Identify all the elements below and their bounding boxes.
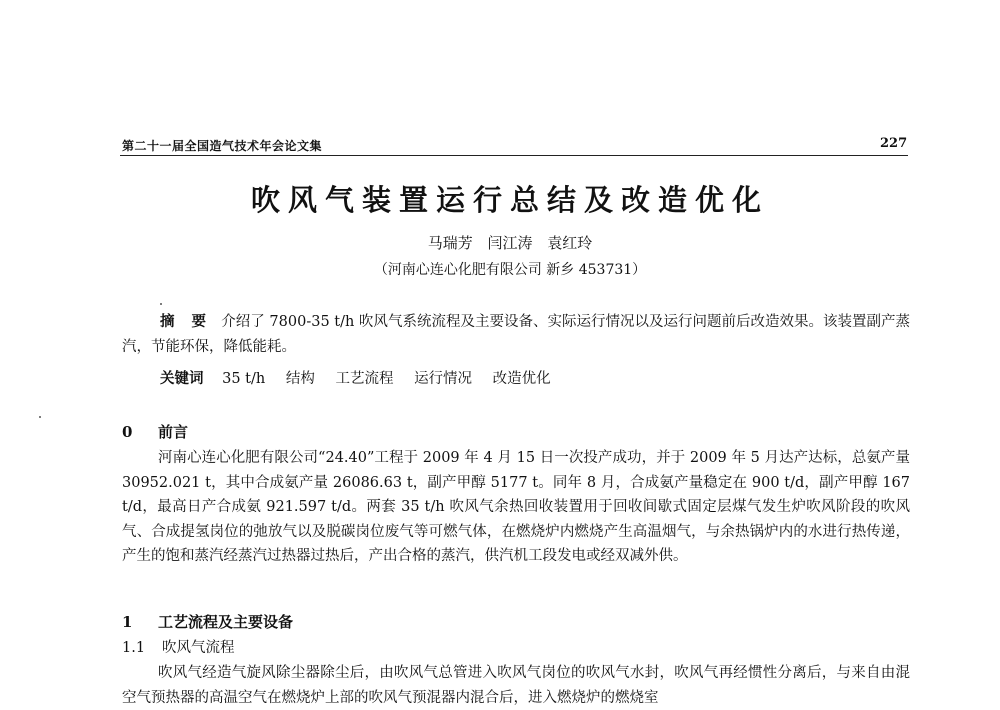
keywords-label: 关键词 (160, 370, 204, 387)
authors: 马瑞芳 闫江涛 袁红玲 (427, 234, 593, 252)
keyword-item: 工艺流程 (335, 371, 394, 387)
section-number: 1 (122, 613, 133, 631)
abstract-label: 摘 要 (160, 313, 213, 330)
section-heading-1 (122, 611, 293, 632)
section-0-body: 河南心连心化肥有限公司“24.40”工程于 2009 年 4 月 15 日一次投产成功，并于 2009 年 5 月达产达标，总氨产量 30952.021 t，其中合成氨产量 26086.63 t，副产甲醇 5177 t。同年 8 月，合成氨产量稳定在 900 t/d，副产甲醇 167 t/d，最高日产合成氨 921.597 t/d。两套 35 t/h 吹风气余热回收装置用于回收间歇式固定层煤气发生炉吹风阶段的吹风气、合成提氢岗位的弛放气以及脱碳岗位废气等可燃气体，在燃烧炉内燃烧产生高温烟气，与余热锅炉内的水进行热传递，产生的饱和蒸汽经蒸汽过热器过热后，产出合格的蒸汽，供汽机工段发电或经双减外供。 (122, 450, 910, 564)
subsection-title: 吹风气流程 (162, 640, 235, 656)
subsection-number: 1.1 (122, 640, 146, 656)
scan-speck (39, 416, 41, 418)
journal-header: 第二十一届全国造气技术年会论文集 (122, 139, 323, 153)
section-title: 前言 (158, 423, 189, 441)
keyword-item: 结构 (285, 371, 315, 387)
keyword-item: 35 t/h (222, 371, 266, 387)
affiliation: （河南心连心化肥有限公司 新乡 453731） (373, 262, 647, 278)
keyword-item: 改造优化 (492, 371, 551, 387)
section-heading-0 (122, 421, 188, 442)
keywords (160, 367, 567, 388)
header-rule (120, 155, 908, 156)
section-number: 0 (122, 423, 133, 441)
section-1-1-body: 吹风气经造气旋风除尘器除尘后，由吹风气总管进入吹风气岗位的吹风气水封，吹风气再经惯性分离后，与来自由混空气预热器的高温空气在燃烧炉上部的吹风气预混器内混合后，进入燃烧炉的燃烧室 (122, 665, 910, 706)
abstract (122, 310, 910, 359)
paper-title: 吹风气装置运行总结及改造优化 (250, 183, 769, 217)
page-number: 227 (880, 136, 908, 151)
abstract-text: 介绍了 7800-35 t/h 吹风气系统流程及主要设备、实际运行情况以及运行问题前后改造效果。该装置副产蒸汽，节能环保，降低能耗。 (122, 314, 910, 355)
section-title: 工艺流程及主要设备 (158, 613, 294, 631)
scan-speck (160, 303, 162, 305)
subsection-heading-1-1 (122, 636, 235, 657)
keyword-item: 运行情况 (414, 371, 473, 387)
